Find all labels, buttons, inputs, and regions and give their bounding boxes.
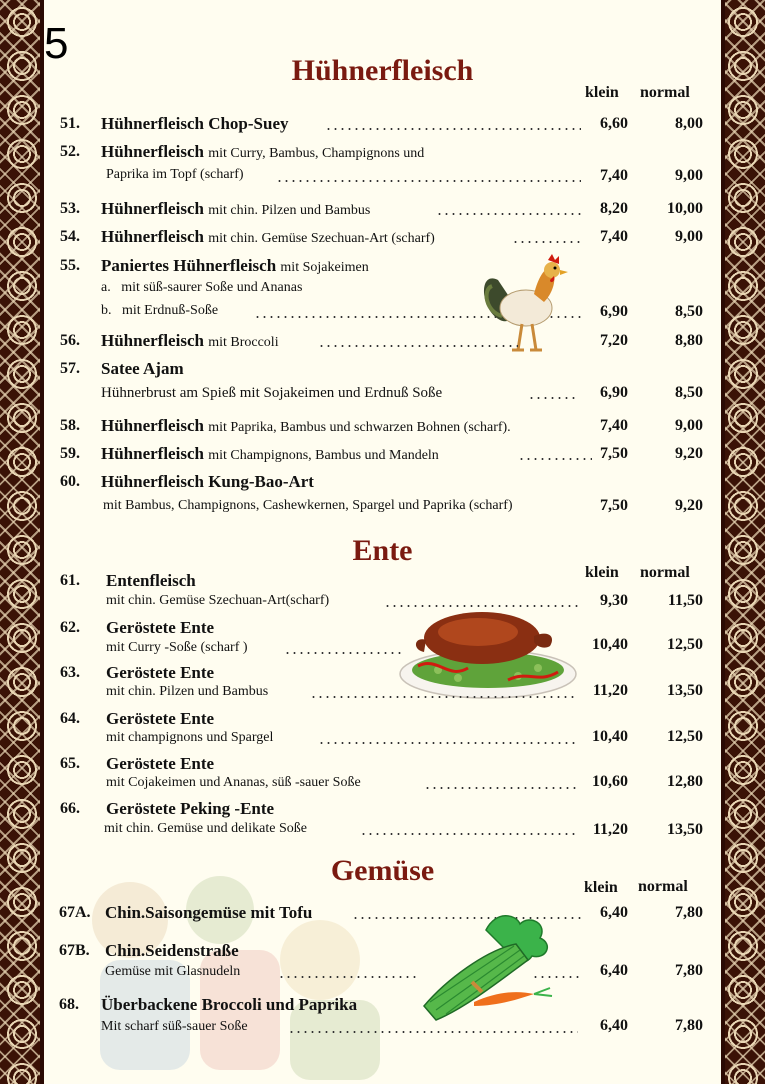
- item-number: 56.: [60, 332, 80, 349]
- item-description-line2: mit chin. Gemüse und delikate Soße: [104, 821, 307, 836]
- item-name: [101, 227, 435, 249]
- item-description-line2: Mit scharf süß-sauer Soße: [101, 1019, 248, 1034]
- item-name: [101, 142, 424, 164]
- item-name: Geröstete Ente: [106, 754, 215, 773]
- menu-item: [0, 444, 765, 464]
- section-title-ente: Ente: [352, 534, 413, 567]
- item-number: 54.: [60, 228, 80, 245]
- price-normal: 8,50: [675, 303, 703, 320]
- menu-item: [0, 227, 765, 247]
- menu-item: [0, 114, 765, 134]
- item-name: Überbackene Broccoli und Paprika: [101, 995, 358, 1014]
- item-number: 67A.: [59, 904, 91, 921]
- item-description: mit chin. Gemüse Szechuan-Art (scharf): [208, 231, 435, 246]
- col-header-normal: normal: [638, 878, 688, 895]
- price-klein: 6,40: [600, 904, 628, 921]
- price-klein: 8,20: [600, 200, 628, 217]
- dot-leader: [318, 345, 518, 347]
- item-number: 52.: [60, 143, 80, 160]
- price-normal: 10,00: [667, 200, 703, 217]
- col-header-klein: klein: [584, 879, 618, 896]
- item-name: Hühnerfleisch Kung-Bao-Art: [101, 472, 314, 491]
- price-klein: 7,40: [600, 228, 628, 245]
- item-description-line2: mit Curry -Soße (scharf ): [106, 640, 248, 655]
- item-description-line2: Gemüse mit Glasnudeln: [105, 964, 241, 979]
- item-number: 68.: [59, 996, 79, 1013]
- item-name: Geröstete Ente: [106, 663, 215, 682]
- col-header-klein: klein: [585, 84, 619, 101]
- menu-item: [0, 618, 765, 655]
- menu-item: [0, 663, 765, 699]
- item-description-line2: mit Cojakeimen und Ananas, süß -sauer Soße: [106, 775, 361, 790]
- price-normal: 8,00: [675, 115, 703, 132]
- price-klein: 10,60: [592, 773, 628, 790]
- item-description-line2: Hühnerbrust am Spieß mit Sojakeimen und Erdnuß Soße: [101, 385, 443, 401]
- price-klein: 7,50: [600, 497, 628, 514]
- dot-leader: [318, 742, 576, 744]
- price-klein: 6,60: [600, 115, 628, 132]
- price-klein: 6,40: [600, 962, 628, 979]
- price-normal: 7,80: [675, 1017, 703, 1034]
- dot-leader: [288, 1031, 578, 1033]
- item-name: Geröstete Ente: [106, 618, 215, 637]
- item-name-main: Hühnerfleisch: [101, 199, 204, 218]
- item-name: [101, 444, 439, 466]
- item-name: Geröstete Ente: [106, 709, 215, 728]
- menu-item: [0, 472, 765, 514]
- price-klein: 7,40: [600, 417, 628, 434]
- item-name: Hühnerfleisch Chop-Suey: [101, 114, 289, 133]
- price-normal: 7,80: [675, 962, 703, 979]
- col-header-normal: normal: [640, 564, 690, 581]
- menu-item: [0, 799, 765, 838]
- item-number: 67B.: [59, 942, 90, 959]
- menu-item: [0, 199, 765, 219]
- dot-leader: [278, 976, 420, 978]
- item-number: 66.: [60, 800, 80, 817]
- dot-leader: [424, 787, 579, 789]
- item-name-main: Paniertes Hühnerfleisch: [101, 256, 277, 275]
- item-description-line2: mit Bambus, Champignons, Cashewkernen, Spargel und Paprika (scharf): [103, 498, 513, 513]
- price-normal: 12,80: [667, 773, 703, 790]
- item-description-line2: mit champignons und Spargel: [106, 730, 274, 745]
- item-name-main: Hühnerfleisch: [101, 416, 204, 435]
- item-name: Satee Ajam: [101, 359, 184, 378]
- menu-item: [0, 416, 765, 436]
- item-name-main: Hühnerfleisch: [101, 142, 204, 161]
- price-normal: 9,00: [675, 417, 703, 434]
- section-title-huehnerfleisch: Hühnerfleisch: [291, 54, 474, 87]
- price-normal: 7,80: [675, 904, 703, 921]
- option-b: b. mit Erdnuß-Soße: [101, 303, 219, 318]
- item-name-main: Hühnerfleisch: [101, 331, 204, 350]
- dot-leader: [360, 833, 576, 835]
- price-klein: 10,40: [592, 728, 628, 745]
- menu-item: [0, 754, 765, 790]
- item-number: 59.: [60, 445, 80, 462]
- item-name: Chin.Seidenstraße: [105, 941, 239, 960]
- price-normal: 13,50: [667, 682, 703, 699]
- item-number: 55.: [60, 257, 80, 274]
- item-number: 64.: [60, 710, 80, 727]
- menu-item: [0, 256, 765, 320]
- item-number: 61.: [60, 572, 80, 589]
- price-normal: 9,20: [675, 445, 703, 462]
- price-normal: 13,50: [667, 821, 703, 838]
- price-normal: 8,50: [675, 384, 703, 401]
- menu-item: [0, 941, 765, 979]
- price-normal: 9,00: [675, 167, 703, 184]
- roast-duck-illustration: [398, 600, 578, 702]
- item-number: 53.: [60, 200, 80, 217]
- price-klein: 6,90: [600, 303, 628, 320]
- item-name: Geröstete Peking -Ente: [106, 799, 275, 818]
- price-klein: 10,40: [592, 636, 628, 653]
- item-description: mit Champignons, Bambus und Mandeln: [208, 448, 439, 463]
- item-description: mit chin. Pilzen und Bambus: [208, 203, 371, 218]
- item-name-main: Hühnerfleisch: [101, 227, 204, 246]
- price-klein: 6,40: [600, 1017, 628, 1034]
- menu-item: [0, 903, 765, 923]
- menu-item: [0, 709, 765, 745]
- item-description-line2: mit chin. Pilzen und Bambus: [106, 684, 269, 699]
- item-description: mit Broccoli: [208, 335, 279, 350]
- dot-leader: [276, 180, 581, 182]
- price-normal: 12,50: [667, 728, 703, 745]
- menu-item: [0, 571, 765, 609]
- price-klein: 11,20: [592, 682, 628, 699]
- col-header-normal: normal: [640, 84, 690, 101]
- item-name: [101, 416, 511, 438]
- item-number: 62.: [60, 619, 80, 636]
- item-number: 63.: [60, 664, 80, 681]
- page-number: 5: [44, 19, 69, 68]
- item-description: mit Curry, Bambus, Champignons und: [208, 146, 425, 161]
- price-klein: 7,50: [600, 445, 628, 462]
- menu-item: [0, 359, 765, 401]
- menu-item: [0, 995, 765, 1034]
- menu-item: [0, 142, 765, 184]
- price-klein: 6,90: [600, 384, 628, 401]
- price-normal: 9,00: [675, 228, 703, 245]
- price-klein: 11,20: [592, 821, 628, 838]
- option-a: a. mit süß-saurer Soße und Ananas: [101, 280, 303, 295]
- item-number: 65.: [60, 755, 80, 772]
- item-number: 58.: [60, 417, 80, 434]
- item-number: 60.: [60, 473, 80, 490]
- item-description-line2: Paprika im Topf (scharf): [106, 167, 244, 182]
- price-klein: 9,30: [600, 592, 628, 609]
- price-normal: 11,50: [667, 592, 703, 609]
- price-klein: 7,20: [600, 332, 628, 349]
- item-name: Chin.Saisongemüse mit Tofu: [105, 903, 313, 922]
- item-name: [101, 199, 370, 221]
- col-header-klein: klein: [585, 564, 619, 581]
- dot-leader: [284, 652, 404, 654]
- item-description-line2: mit chin. Gemüse Szechuan-Art(scharf): [106, 593, 330, 608]
- price-normal: 8,80: [675, 332, 703, 349]
- item-name: Entenfleisch: [106, 571, 196, 590]
- item-number: 57.: [60, 360, 80, 377]
- section-title-gemuese: Gemüse: [330, 854, 435, 887]
- dot-leader: [325, 128, 581, 130]
- item-description: mit Paprika, Bambus und schwarzen Bohnen (scharf).: [208, 420, 511, 435]
- item-number: 51.: [60, 115, 80, 132]
- price-normal: 9,20: [675, 497, 703, 514]
- item-description: mit Sojakeimen: [280, 260, 369, 275]
- price-klein: 7,40: [600, 167, 628, 184]
- price-normal: 12,50: [667, 636, 703, 653]
- dot-leader: [310, 696, 576, 698]
- menu-item: [0, 331, 765, 351]
- item-name-main: Hühnerfleisch: [101, 444, 204, 463]
- item-name: [101, 331, 279, 353]
- item-name: [101, 256, 369, 278]
